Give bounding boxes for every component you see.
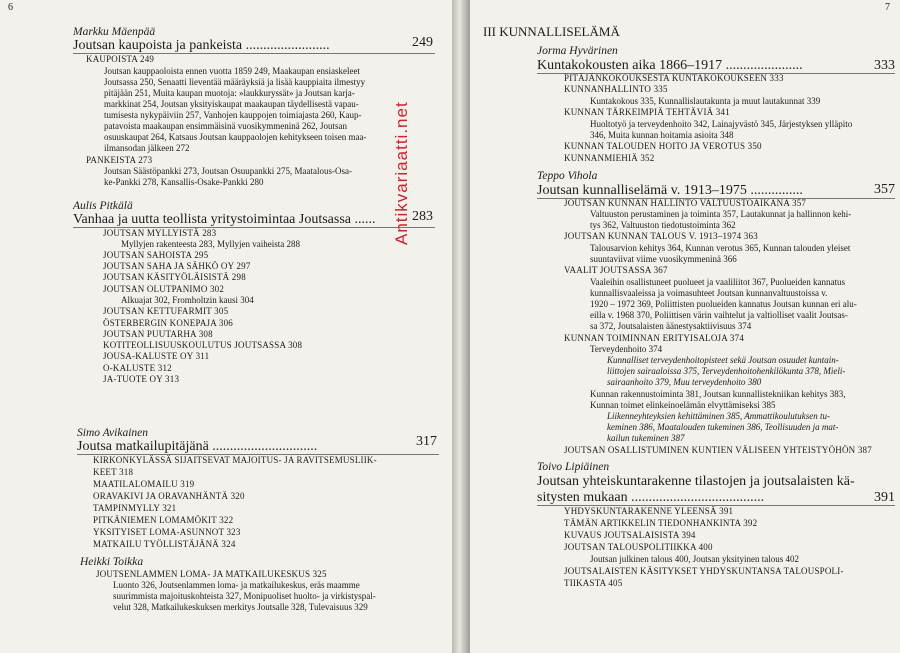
chapter-title: sitysten mukaan ...................................... — [537, 490, 765, 505]
toc-text: Kunnalliset terveydenhoitopisteet sekä Joutsan osuudet kuntain- — [607, 355, 839, 365]
toc-entry: PITKÄNIEMEN LOMAMÖKIT 322 — [93, 515, 234, 525]
right-page — [470, 0, 900, 653]
author: Toivo Lipiäinen — [537, 461, 610, 473]
chapter-page: 283 — [412, 209, 433, 224]
toc-entry: JOUTSAN SAHOISTA 295 — [103, 250, 209, 260]
page-number: 7 — [885, 2, 890, 13]
toc-text: Joutsan Säästöpankki 273, Joutsan Osuupankki 275, Maatalous-Osa- — [104, 166, 352, 176]
toc-text: osuuskaupat 264, Katsaus Joutsan kauppaolojen kehitykseen toisen maa- — [104, 132, 367, 142]
toc-text: keminen 386, Maatalouden tukeminen 386, Teollisuuden ja mat- — [607, 422, 839, 432]
toc-entry: JOUTSAN KUNNAN TALOUS V. 1913–1974 363 — [564, 231, 758, 241]
toc-entry: JOUSA-KALUSTE OY 311 — [103, 351, 210, 361]
toc-entry: TIIKASTA 405 — [564, 578, 623, 588]
toc-text: Joutsan julkinen talous 400, Joutsan yksityinen talous 402 — [590, 554, 799, 564]
toc-entry: KIRKONKYLÄSSÄ SIJAITSEVAT MAJOITUS- JA RAVITSEMUSLIIK- — [93, 455, 377, 465]
toc-text: Kuntakokous 335, Kunnallislautakunta ja muut lautakunnat 339 — [590, 96, 821, 106]
toc-entry: KUNNAN TOIMINNAN ERITYISALOJA 374 — [564, 333, 745, 343]
toc-text: Talousarvion kehitys 364, Kunnan verotus 365, Kunnan talouden yleiset — [590, 243, 851, 253]
chapter-page: 317 — [416, 434, 437, 449]
watermark: Antikvariaatti.net — [392, 101, 411, 245]
toc-text: Vaaleihin osallistuneet puolueet ja vaaliliitot 367, Puolueiden kannatus — [590, 277, 845, 287]
toc-text: tys 362, Valtuuston tiedotustoiminta 362 — [590, 220, 736, 230]
author: Aulis Pitkälä — [73, 200, 133, 212]
chapter-title: Joutsa matkailupitäjänä .............................. — [77, 439, 318, 454]
toc-entry: MAATILALOMAILU 319 — [93, 479, 195, 489]
toc-text: liittojen sairaaloissa 375, Terveydenhoitohenkilökunta 378, Mieli- — [607, 366, 846, 376]
toc-text: markkinat 254, Joutsan yksityiskaupat maakaupan täydellisestä vapau- — [104, 99, 359, 109]
page-number: 6 — [8, 2, 13, 13]
toc-entry: JOUTSAN OLUTPANIMO 302 — [103, 284, 225, 294]
chapter-title: Vanhaa ja uutta teollista yritystoimintaa Joutsassa ...... — [73, 212, 376, 227]
chapter-title: Joutsan yhteiskuntarakenne tilastojen ja joutsalaisten kä- — [537, 474, 855, 489]
toc-text: ilmansodan jälkeen 272 — [104, 143, 190, 153]
toc-entry: TÄMÄN ARTIKKELIN TIEDONHANKINTA 392 — [564, 518, 758, 528]
toc-text: Valtuuston perustaminen ja toiminta 357, Lautakunnat ja hallinnon kehi- — [590, 209, 852, 219]
toc-entry: JOUTSAN KÄSITYÖLÄISISTÄ 298 — [103, 272, 246, 282]
toc-entry: KAUPOISTA 249 — [86, 54, 155, 64]
toc-text: Myllyjen rakenteesta 283, Myllyjen vaiheista 288 — [121, 239, 300, 249]
toc-text: ke-Pankki 278, Kansallis-Osake-Pankki 280 — [104, 177, 264, 187]
toc-entry: KUNNAN TALOUDEN HOITO JA VEROTUS 350 — [564, 141, 762, 151]
toc-text: Huoltotyö ja terveydenhoito 342, Lainajyvästö 345, Järjestyksen ylläpito — [590, 119, 853, 129]
toc-entry: YKSITYISET LOMA-ASUNNOT 323 — [93, 527, 241, 537]
toc-entry: ÖSTERBERGIN KONEPAJA 306 — [103, 318, 233, 328]
toc-entry: JOUTSAN TALOUSPOLITIIKKA 400 — [564, 542, 713, 552]
toc-text: patavoista maakaupan ensimmäisinä vuosikymmeninä 262, Joutsan — [104, 121, 347, 131]
toc-entry: VAALIT JOUTSASSA 367 — [564, 265, 668, 275]
toc-entry: O-KALUSTE 312 — [103, 363, 172, 373]
part-heading: III KUNNALLISELÄMÄ — [483, 24, 620, 39]
toc-entry: JOUTSAN PUUTARHA 308 — [103, 329, 213, 339]
chapter-page: 391 — [874, 490, 895, 505]
toc-text: Joutsan kauppaoloista ennen vuotta 1859 249, Maakaupan ensiaskeleet — [104, 66, 360, 76]
chapter-title: Joutsan kunnalliselämä v. 1913–1975 ............... — [537, 183, 803, 198]
toc-text: kunnallisvaaleissa ja voimasuhteet Joutsan kunnanvaltuustoissa v. — [590, 288, 828, 298]
toc-entry: JOUTSAN OSALLISTUMINEN KUNTIEN VÄLISEEN YHTEISTYÖHÖN 387 — [564, 445, 872, 455]
toc-entry: TAMPINMYLLY 321 — [93, 503, 177, 513]
chapter-title: Joutsan kaupoista ja pankeista ........................ — [73, 38, 330, 53]
toc-text: pitäjään 251, Muita kaupan muotoja: »laukkuryssät» ja Joutsan karja- — [104, 88, 355, 98]
toc-entry: KOTITEOLLISUUSKOULUTUS JOUTSASSA 308 — [103, 340, 303, 350]
book-gutter — [452, 0, 470, 653]
toc-text: Alkuajat 302, Fromholtzin kausi 304 — [121, 295, 254, 305]
toc-entry: PITÄJÄNKOKOUKSESTA KUNTAKOKOUKSEEN 333 — [564, 73, 784, 83]
toc-entry: KUNNANMIEHIÄ 352 — [564, 153, 655, 163]
toc-entry: JOUTSALAISTEN KÄSITYKSET YHDYSKUNTANSA TALOUSPOLI- — [564, 566, 844, 576]
toc-text: tumisesta nykypäiviin 257, Vanhojen kauppojen toimiajasta 260, Kaup- — [104, 110, 362, 120]
toc-entry: KUNNANHALLINTO 335 — [564, 84, 668, 94]
toc-text: kailun tukeminen 387 — [607, 433, 685, 443]
toc-entry: KEET 318 — [93, 467, 134, 477]
toc-entry: JOUTSAN SAHA JA SÄHKÖ OY 297 — [103, 261, 251, 271]
toc-entry: PANKEISTA 273 — [86, 155, 153, 165]
toc-entry: JOUTSAN KUNNAN HALLINTO VALTUUSTOAIKANA 357 — [564, 198, 807, 208]
author: Heikki Toikka — [80, 556, 144, 568]
toc-text: sairaanhoito 379, Muu terveydenhoito 380 — [607, 377, 762, 387]
toc-text: 346, Muita kunnan hoitamia asioita 348 — [590, 130, 734, 140]
toc-entry: JA-TUOTE OY 313 — [103, 374, 180, 384]
author: Simo Avikainen — [77, 427, 149, 439]
chapter-page: 357 — [874, 182, 895, 197]
chapter-title: Kuntakokousten aika 1866–1917 ...................... — [537, 58, 803, 73]
toc-entry: JOUTSAN KETTUFARMIT 305 — [103, 306, 229, 316]
toc-text: suurimmista majoituskohteista 327, Monipuoliset huolto- ja virkistyspal- — [113, 591, 376, 601]
toc-text: 1920 – 1972 369, Poliittisten puolueiden kannatus Joutsan kunnan eri alu- — [590, 299, 857, 309]
author: Jorma Hyvärinen — [537, 45, 618, 57]
toc-text: Liikenneyhteyksien kehittäminen 385, Ammattikoulutuksen tu- — [607, 411, 831, 421]
toc-text: sa 372, Joutsalaisten äänestysaktiivisuus 374 — [590, 321, 752, 331]
toc-entry: ORAVAKIVI JA ORAVANHÄNTÄ 320 — [93, 491, 245, 501]
chapter-page: 333 — [874, 58, 895, 73]
toc-text: Luonto 326, Joutsenlammen loma- ja matkailukeskus, eräs maamme — [113, 580, 360, 590]
toc-text: Joutsassa 250, Senaatti lieventää määräyksiä ja lisää kauppiaita ilmestyy — [104, 77, 366, 87]
toc-entry: JOUTSAN MYLLYISTÄ 283 — [103, 228, 217, 238]
toc-entry: YHDYSKUNTARAKENNE YLEENSÄ 391 — [564, 506, 734, 516]
toc-entry: MATKAILU TYÖLLISTÄJÄNÄ 324 — [93, 539, 236, 549]
toc-entry: KUNNAN TÄRKEIMPIÄ TEHTÄVIÄ 341 — [564, 107, 730, 117]
toc-text: Kunnan toimet elinkeinoelämän elvyttämiseksi 385 — [590, 400, 776, 410]
chapter-page: 249 — [412, 35, 433, 50]
toc-text: velut 328, Matkailukeskuksen merkitys Joutsalle 328, Tulevaisuus 329 — [113, 602, 368, 612]
toc-entry: KUVAUS JOUTSALAISISTA 394 — [564, 530, 696, 540]
toc-text: Terveydenhoito 374 — [590, 344, 663, 354]
toc-text: suuntaviivat viime vuosikymmeninä 366 — [590, 254, 737, 264]
author: Teppo Vihola — [537, 170, 598, 182]
toc-text: Kunnan rakennustoiminta 381, Joutsan kunnallistekniikan kehitys 383, — [590, 389, 846, 399]
toc-entry: JOUTSENLAMMEN LOMA- JA MATKAILUKESKUS 325 — [96, 569, 327, 579]
author: Markku Mäenpää — [73, 26, 156, 38]
toc-text: eilla v. 1968 370, Poliittisen värin vaihtelut ja valtiolliset vaalit Joutsas- — [590, 310, 848, 320]
